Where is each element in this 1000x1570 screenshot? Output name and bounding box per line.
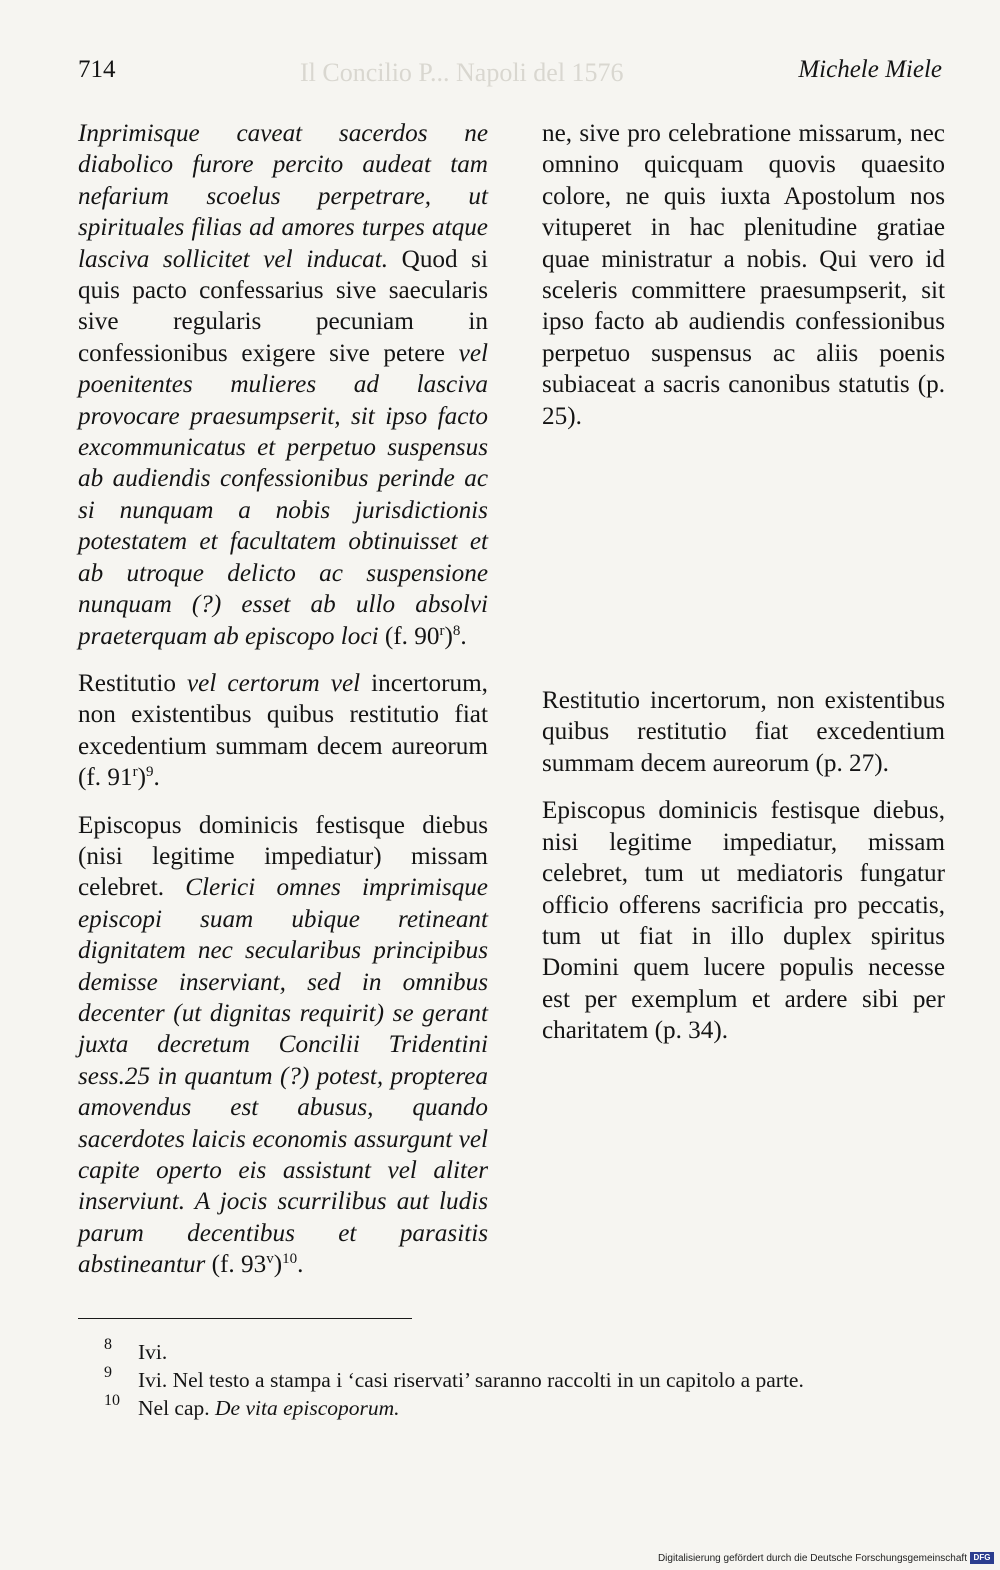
footnote-ref-10[interactable]: 10 xyxy=(282,1251,298,1268)
right-column xyxy=(542,118,945,1047)
quote-text: vel certorum vel xyxy=(187,669,361,697)
page-number: 714 xyxy=(78,56,116,83)
citation: ) xyxy=(444,622,453,650)
left-column xyxy=(78,118,488,1281)
body-text: Episcopus dominicis festisque diebus (nisi legitime impediatur) missam celebret. xyxy=(78,811,488,902)
right-paragraph-3: Episcopus dominicis festisque diebus, nisi legitime impediatur, missam celebret, tum ut mediatoris fungatur officio offerens sacrificia pro peccatis, tum ut fiat in illo duplex spiritus Domini quem lucere populis necesse est per exemplum et ardere sibi per charitatem (p. 34). xyxy=(542,797,945,1045)
footnotes xyxy=(78,1338,958,1422)
right-paragraph-1: ne, sive pro celebratione missarum, nec omnino quicquam quovis quaesito colore, ne quis iuxta Apostolum nos vituperet in hac plenitudine gratiae quae ministratur a nobis. Qui vero id sceleris committere praesumpserit, sit ipso facto ab audiendis confessionibus perpetuo suspensus ac aliis poenis subiaceat a sacris canonibus statutis (p. 25). xyxy=(542,120,945,430)
digitization-credit: Digitalisierung gefördert durch die Deutsche Forschungsgemeinschaft xyxy=(657,1553,967,1564)
right-paragraph-2: Restitutio incertorum, non existentibus quibus restitutio fiat excedentium summam decem aureorum (p. 27). xyxy=(542,687,945,777)
quote-text: Clerici omnes imprimisque episcopi suam ubique retineant dignitatem nec secularibus principibus demisse inserviant, sed in omnibus decenter (ut dignitas requirit) se gerant juxta decretum Concilii Tridentini sess.25 in quantum (?) potest, propterea amovendus est abusus, quando sacerdotes laicis economis assurgunt vel capite operto eis assistunt vel aliter inserviunt. A jocis scurrilibus aut ludis parum decentibus et parasitis abstineantur xyxy=(78,874,488,1279)
citation: ) xyxy=(137,764,146,792)
punct: . xyxy=(460,622,467,650)
footnote-text: Nel cap. xyxy=(138,1396,216,1420)
footnote-text: Ivi. Nel testo a stampa i ‘casi riservati’ saranno raccolti in un capitolo a parte. xyxy=(138,1368,804,1392)
footnote-10 xyxy=(78,1394,958,1422)
page-header xyxy=(78,56,944,90)
body-text: Quod si quis pacto confessarius sive saecularis sive regularis pecuniam in confessionibus exigere sive petere xyxy=(78,245,488,367)
folio-verso: v xyxy=(266,1251,274,1268)
footnote-rule xyxy=(78,1318,412,1319)
body-text: Restitutio xyxy=(78,669,187,697)
footnote-number: 8 xyxy=(104,1336,112,1353)
body-text: incertorum, non existentibus quibus restitutio fiat excedentium summam decem aureorum (f. 91 xyxy=(78,669,488,792)
footnote-italic: De vita episcoporum. xyxy=(215,1396,400,1420)
footnote-ref-8[interactable]: 8 xyxy=(452,622,461,639)
folio-recto: r xyxy=(439,622,445,639)
footnote-text: Ivi. xyxy=(138,1340,168,1364)
dfg-logo-icon: DFG xyxy=(970,1552,994,1564)
footnote-8 xyxy=(78,1338,958,1366)
quote-text: vel poenitentes mulieres ad lasciva provocare praesumpserit, sit ipso facto excommunicatus et perpetuo suspensus ab audiendis confessionibus perinde ac si nunquam a nobis jurisdictionis potestatem et facultatem obtinuisset et ab utroque delicto ac suspensione nunquam (?) esset ab ullo absolvi praeterquam ab episcopo loci xyxy=(78,339,488,650)
footnote-number: 9 xyxy=(104,1364,112,1381)
footnote-9 xyxy=(78,1366,958,1394)
punct: . xyxy=(153,764,160,792)
citation: (f. 93 xyxy=(205,1251,267,1279)
left-paragraph-1 xyxy=(78,118,488,652)
quote-text: Inprimisque caveat sacerdos ne diabolico furore percito audeat tam nefarium scoelus perpetrare, ut spirituales filias ad amores turpes atque lasciva sollicitet vel inducat. xyxy=(78,120,488,273)
citation: (f. 90 xyxy=(378,622,440,650)
footnote-ref-9[interactable]: 9 xyxy=(145,764,154,781)
punct: . xyxy=(297,1251,304,1279)
left-paragraph-2 xyxy=(78,668,488,794)
left-paragraph-3 xyxy=(78,810,488,1281)
folio-recto: r xyxy=(132,764,138,781)
running-head: Michele Miele xyxy=(798,56,942,83)
footnote-number: 10 xyxy=(104,1392,120,1409)
citation: ) xyxy=(273,1251,283,1279)
bleed-through-text: Il Concilio P... Napoli del 1576 xyxy=(300,58,624,87)
